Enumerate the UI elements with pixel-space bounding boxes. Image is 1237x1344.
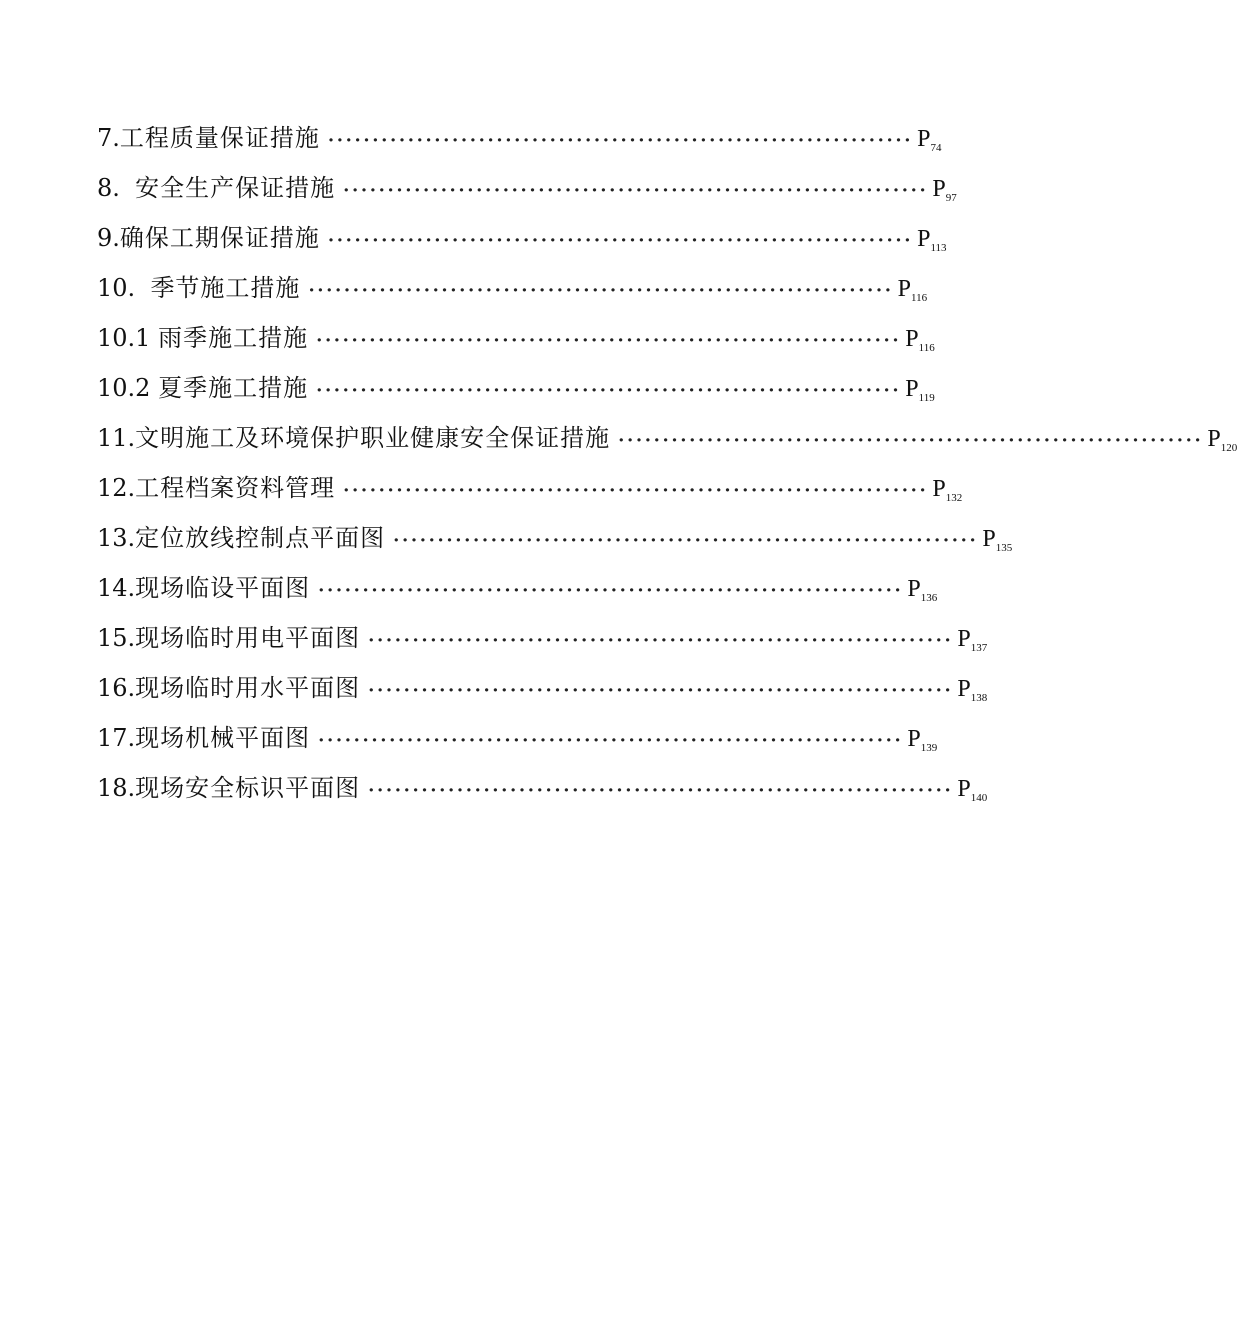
entry-title: 现场临设平面图	[135, 574, 311, 602]
entry-number: 10.2	[97, 374, 159, 402]
entry-title: 季节施工措施	[150, 274, 301, 302]
entry-number: 13.	[97, 524, 136, 552]
entry-number: 9.	[97, 224, 120, 252]
page-prefix: P	[932, 176, 946, 202]
page-number: 132	[945, 492, 963, 504]
entry-number: 15.	[97, 624, 136, 652]
page-number: 136	[920, 592, 938, 604]
entry-number: 12.	[97, 474, 136, 502]
toc-entry	[97, 313, 935, 363]
page-reference	[907, 564, 937, 623]
entry-title: 现场安全标识平面图	[135, 774, 361, 802]
dot-leader: ··································································	[343, 480, 929, 501]
page-reference	[905, 364, 934, 423]
page-prefix: P	[905, 376, 919, 402]
dot-leader: ··································································	[316, 330, 902, 351]
page-number: 140	[970, 792, 988, 804]
entry-title: 安全生产保证措施	[135, 174, 336, 202]
toc-entry	[97, 163, 957, 213]
page-number: 116	[911, 292, 928, 304]
entry-number: 7.	[97, 124, 120, 152]
entry-title: 确保工期保证措施	[119, 224, 320, 252]
entry-number: 16.	[97, 674, 136, 702]
dot-leader: ··································································	[316, 380, 902, 401]
page-prefix: P	[917, 126, 931, 152]
toc-entry	[97, 563, 938, 613]
page-prefix: P	[907, 726, 921, 752]
entry-number: 8.	[97, 174, 136, 202]
page-prefix: P	[905, 326, 919, 352]
toc-entry	[97, 413, 1237, 463]
toc-entry	[97, 463, 963, 513]
entry-title: 夏季施工措施	[158, 374, 309, 402]
entry-number: 18.	[97, 774, 136, 802]
entry-title: 工程档案资料管理	[135, 474, 336, 502]
page-number: 97	[945, 192, 957, 204]
page-reference	[907, 714, 937, 773]
page-prefix: P	[957, 626, 971, 652]
toc-entry	[97, 613, 988, 663]
toc-entry	[97, 513, 1013, 563]
entry-number: 10.	[97, 274, 151, 302]
entry-title: 定位放线控制点平面图	[135, 524, 386, 552]
page-number: 119	[918, 392, 935, 404]
page-reference	[957, 664, 987, 723]
page-prefix: P	[982, 526, 996, 552]
entry-title: 现场临时用电平面图	[135, 624, 361, 652]
dot-leader: ··································································	[393, 530, 979, 551]
toc-entry	[97, 663, 988, 713]
dot-leader: ··································································	[308, 280, 894, 301]
dot-leader: ··································································	[618, 430, 1204, 451]
page-prefix: P	[957, 676, 971, 702]
page-number: 113	[930, 242, 947, 254]
entry-title: 文明施工及环境保护职业健康安全保证措施	[135, 424, 611, 452]
page-reference	[1207, 414, 1237, 473]
page-number: 116	[918, 342, 935, 354]
page-prefix: P	[907, 576, 921, 602]
page-number: 120	[1220, 442, 1237, 454]
page-number: 139	[920, 742, 938, 754]
page-number: 138	[970, 692, 988, 704]
page-reference	[957, 764, 987, 823]
entry-number: 14.	[97, 574, 136, 602]
page-prefix: P	[1207, 426, 1221, 452]
toc-entry	[97, 763, 988, 813]
page-prefix: P	[932, 476, 946, 502]
entry-number: 10.1	[97, 324, 159, 352]
entry-title: 雨季施工措施	[158, 324, 309, 352]
page-number: 135	[995, 542, 1013, 554]
entry-title: 工程质量保证措施	[119, 124, 320, 152]
toc-entry	[97, 113, 942, 163]
dot-leader: ··································································	[318, 730, 904, 751]
entry-number: 11.	[97, 424, 136, 452]
dot-leader: ··································································	[368, 630, 954, 651]
dot-leader: ··································································	[343, 180, 929, 201]
page-prefix: P	[917, 226, 931, 252]
toc-entry	[97, 363, 935, 413]
toc-entry	[97, 213, 947, 263]
page-prefix: P	[957, 776, 971, 802]
page-number: 137	[970, 642, 988, 654]
page-reference	[932, 464, 962, 523]
page-prefix: P	[897, 276, 911, 302]
dot-leader: ··································································	[327, 230, 914, 251]
page-reference	[982, 514, 1012, 573]
entry-title: 现场临时用水平面图	[135, 674, 361, 702]
page-number: 74	[930, 142, 942, 154]
entry-number: 17.	[97, 724, 136, 752]
dot-leader: ··································································	[368, 780, 954, 801]
dot-leader: ··································································	[318, 580, 904, 601]
entry-title: 现场机械平面图	[135, 724, 311, 752]
toc-entry	[97, 713, 938, 763]
dot-leader: ··································································	[368, 680, 954, 701]
table-of-contents	[97, 113, 1237, 813]
dot-leader: ··································································	[327, 130, 914, 151]
toc-entry	[97, 263, 928, 313]
